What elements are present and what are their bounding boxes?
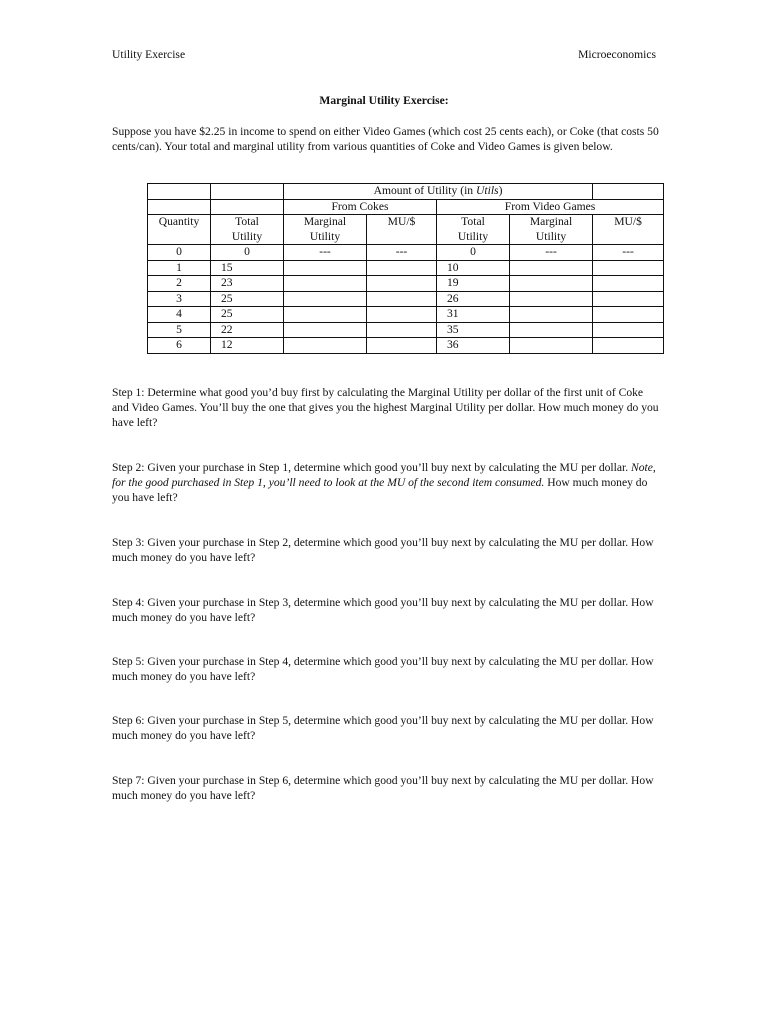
super-header: Amount of Utility (in Utils) [284,184,593,200]
cell-coke-total-utility: 22 [211,322,284,338]
table-row [148,245,664,261]
cell-quantity: 1 [148,260,211,276]
cell-coke-marginal-utility [284,307,367,323]
cell-game-total-utility: 19 [437,276,510,292]
cell-game-marginal-utility [510,276,593,292]
cell-coke-marginal-utility [284,291,367,307]
intro-paragraph: Suppose you have $2.25 in income to spend on either Video Games (which cost 25 cents each), or Coke (that costs 50 cents/can). Your total and marginal utility from various quantities of Coke and Video Games is given below. [112,125,659,153]
step-2: Step 2: Given your purchase in Step 1, determine which good you’ll buy next by calculating the MU per dollar. Note, for the good purchased in Step 1, you’ll need to look at the MU of the second item consumed. How much money do you have left? [112,461,656,504]
step-5: Step 5: Given your purchase in Step 4, determine which good you’ll buy next by calculating the MU per dollar. How much money do you have left? [112,655,654,683]
page-title: Marginal Utility Exercise: [319,94,449,107]
header-right: Microeconomics [578,48,656,61]
cell-coke-mu-per-dollar [367,338,437,354]
cell-game-total-utility: 26 [437,291,510,307]
col-header-game-total-utility: Total Utility [437,215,510,245]
col-header-game-mu-per-dollar: MU/$ [593,215,664,245]
table-row [148,322,664,338]
cell-quantity: 3 [148,291,211,307]
table-super-header-row [148,184,664,200]
cell-game-total-utility: 10 [437,260,510,276]
group-header-cokes: From Cokes [284,199,437,215]
col-header-coke-mu-per-dollar: MU/$ [367,215,437,245]
cell-coke-total-utility: 15 [211,260,284,276]
step-3: Step 3: Given your purchase in Step 2, determine which good you’ll buy next by calculating the MU per dollar. How much money do you have left? [112,536,654,564]
step-6: Step 6: Given your purchase in Step 5, determine which good you’ll buy next by calculating the MU per dollar. How much money do you have left? [112,714,654,742]
cell-quantity: 5 [148,322,211,338]
cell-game-mu-per-dollar [593,338,664,354]
cell-coke-marginal-utility [284,338,367,354]
group-header-video-games: From Video Games [437,199,664,215]
cell-game-total-utility: 0 [437,245,510,261]
cell-quantity: 2 [148,276,211,292]
cell-coke-total-utility: 25 [211,291,284,307]
cell-coke-mu-per-dollar [367,260,437,276]
cell-game-marginal-utility [510,291,593,307]
cell-game-mu-per-dollar [593,322,664,338]
cell-coke-mu-per-dollar: --- [367,245,437,261]
cell-game-mu-per-dollar [593,276,664,292]
cell-game-total-utility: 36 [437,338,510,354]
utility-table [147,183,664,354]
step-7: Step 7: Given your purchase in Step 6, determine which good you’ll buy next by calculating the MU per dollar. How much money do you have left? [112,774,654,802]
cell-game-total-utility: 35 [437,322,510,338]
cell-coke-marginal-utility [284,276,367,292]
cell-coke-marginal-utility [284,322,367,338]
header-left: Utility Exercise [112,48,186,61]
cell-game-marginal-utility [510,338,593,354]
cell-coke-mu-per-dollar [367,322,437,338]
cell-coke-mu-per-dollar [367,276,437,292]
cell-quantity: 4 [148,307,211,323]
table-row [148,338,664,354]
cell-quantity: 6 [148,338,211,354]
step-1: Step 1: Determine what good you’d buy first by calculating the Marginal Utility per dollar of the first unit of Coke and Video Games. You’ll buy the one that gives you the highest Marginal Utility per dollar. How much money do you have left? [112,386,659,429]
table-column-header-row [148,215,664,245]
cell-game-mu-per-dollar: --- [593,245,664,261]
table-row [148,260,664,276]
table-group-header-row [148,199,664,215]
cell-game-marginal-utility: --- [510,245,593,261]
col-header-coke-total-utility: Total Utility [211,215,284,245]
cell-game-marginal-utility [510,322,593,338]
cell-coke-marginal-utility: --- [284,245,367,261]
cell-game-total-utility: 31 [437,307,510,323]
step-4: Step 4: Given your purchase in Step 3, determine which good you’ll buy next by calculating the MU per dollar. How much money do you have left? [112,596,654,624]
cell-coke-total-utility: 12 [211,338,284,354]
step-2-note: Note, for the good purchased in Step 1, you’ll need to look at the MU of the second item consumed. [112,461,656,489]
col-header-game-marginal-utility: Marginal Utility [510,215,593,245]
cell-game-mu-per-dollar [593,260,664,276]
col-header-coke-marginal-utility: Marginal Utility [284,215,367,245]
cell-game-marginal-utility [510,307,593,323]
cell-coke-mu-per-dollar [367,291,437,307]
cell-coke-marginal-utility [284,260,367,276]
cell-quantity: 0 [148,245,211,261]
col-header-quantity: Quantity [148,215,211,245]
cell-coke-total-utility: 0 [211,245,284,261]
cell-coke-total-utility: 23 [211,276,284,292]
table-row [148,276,664,292]
cell-game-mu-per-dollar [593,307,664,323]
cell-coke-total-utility: 25 [211,307,284,323]
cell-coke-mu-per-dollar [367,307,437,323]
table-row [148,307,664,323]
table-row [148,291,664,307]
cell-game-mu-per-dollar [593,291,664,307]
cell-game-marginal-utility [510,260,593,276]
